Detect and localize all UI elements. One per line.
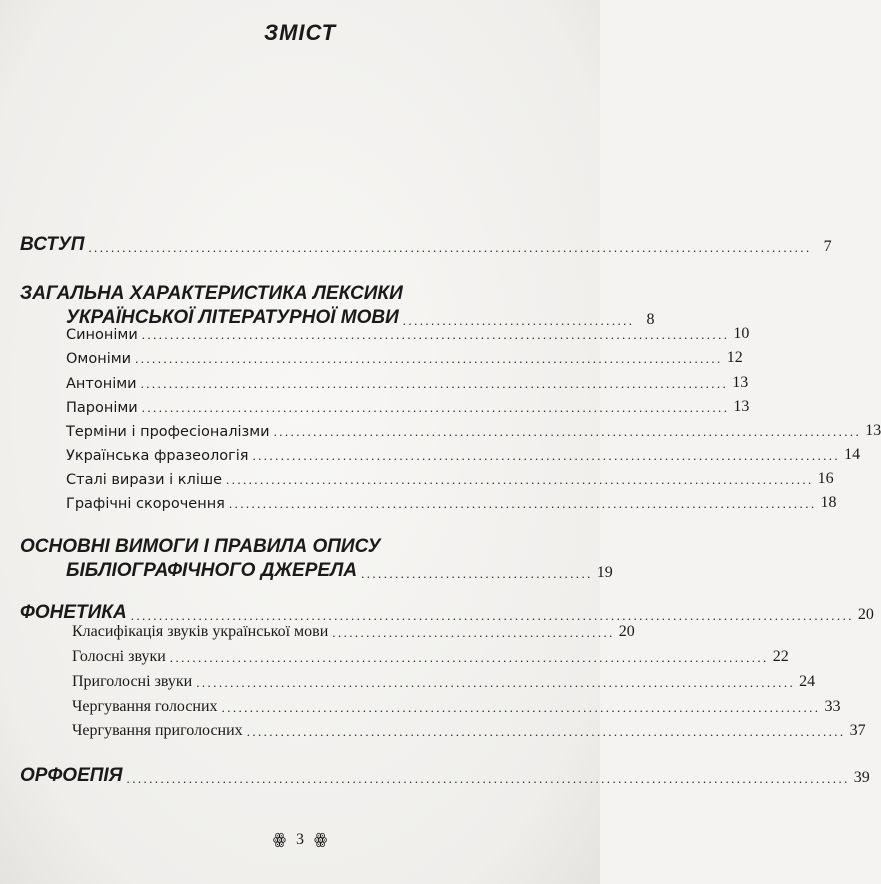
leader-dots: .......................................................................................................... <box>221 700 821 715</box>
leader-dots: ........................................................................................................ <box>273 424 862 439</box>
toc-label: Графічні скорочення <box>66 496 225 512</box>
toc-label: Пароніми <box>66 400 138 416</box>
leader-dots: .......................................................................................................... <box>196 675 796 690</box>
toc-label: УКРАЇНСЬКОЇ ЛІТЕРАТУРНОЇ МОВИ <box>66 307 399 328</box>
toc-label: ВСТУП <box>20 234 85 255</box>
leader-dots: ........................................................................................................ <box>141 400 730 415</box>
toc-entry-sub[interactable] <box>66 398 750 416</box>
toc-page-number: 13 <box>733 398 750 415</box>
leader-dots: .................................................. <box>332 625 615 640</box>
toc-label: БІБЛІОГРАФІЧНОГО ДЖЕРЕЛА <box>66 560 358 581</box>
toc-heading-lexicon-line1[interactable]: ЗАГАЛЬНА ХАРАКТЕРИСТИКА ЛЕКСИКИ <box>20 283 403 304</box>
toc-heading-bibliography-line1[interactable]: ОСНОВНІ ВИМОГИ І ПРАВИЛА ОПИСУ <box>20 536 381 557</box>
toc-label: Терміни і професіоналізми <box>66 424 270 440</box>
toc-label: Голосні звуки <box>72 648 166 665</box>
page-title: ЗМІСТ <box>263 20 337 45</box>
toc-page-number: 19 <box>596 564 613 581</box>
toc-page-number: 37 <box>849 722 866 739</box>
toc-label: Сталі вирази і кліше <box>66 472 223 488</box>
toc-page-number: 22 <box>772 648 789 665</box>
toc-label: Антоніми <box>66 376 137 392</box>
leader-dots: .......................................................................................................... <box>246 724 846 739</box>
toc-entry-sub[interactable] <box>66 374 749 392</box>
toc-label: ОРФОЕПІЯ <box>20 765 123 786</box>
toc-entry-sub[interactable] <box>72 698 841 716</box>
toc-entry-sub[interactable] <box>66 446 861 464</box>
ornament-left-icon: ꙮ <box>272 832 286 848</box>
toc-label: Класифікація звуків української мови <box>72 623 329 640</box>
toc-entry-sub[interactable] <box>66 470 834 488</box>
toc-entry-sub[interactable] <box>72 623 635 641</box>
leader-dots: ........................................................................................................ <box>226 472 814 487</box>
toc-entry-sub[interactable] <box>72 673 816 691</box>
leader-dots: ......................................... <box>402 313 635 328</box>
toc-page-number: 20 <box>857 606 874 623</box>
toc-page-number: 8 <box>646 311 655 328</box>
toc-label: Омоніми <box>66 351 132 367</box>
toc-page-number: 33 <box>824 698 841 715</box>
toc-page-number: 10 <box>733 325 750 342</box>
leader-dots: .......................................................................................................... <box>169 650 769 665</box>
ornament-right-icon: ꙮ <box>314 832 328 848</box>
toc-page-number: 13 <box>732 374 749 391</box>
toc-page-number: 24 <box>799 673 816 690</box>
toc-entry-phonetics[interactable] <box>20 602 874 624</box>
toc-label: Синоніми <box>66 327 138 343</box>
leader-dots: ................................................................................................................................ <box>130 608 854 623</box>
leader-dots: ........................................................................................................ <box>135 351 723 366</box>
toc-page-number: 18 <box>820 494 837 511</box>
toc-entry-sub[interactable] <box>72 648 789 666</box>
leader-dots: ................................................................................................................................ <box>88 240 812 255</box>
toc-entry-sub[interactable] <box>66 349 743 367</box>
toc-entry-sub[interactable] <box>72 722 866 740</box>
toc-label: Чергування приголосних <box>72 722 243 739</box>
toc-label: Українська фразеологія <box>66 448 249 464</box>
toc-page-number: 12 <box>726 349 743 366</box>
toc-entry-sub[interactable] <box>66 494 837 512</box>
toc-page-number: 39 <box>853 769 870 786</box>
toc-page-number: 20 <box>618 623 635 640</box>
toc-page-number: 16 <box>817 470 834 487</box>
toc-label: Чергування голосних <box>72 698 218 715</box>
leader-dots: ........................................................................................................ <box>252 448 841 463</box>
toc-entry-orthoepy[interactable] <box>20 765 870 787</box>
page-footer <box>0 830 600 849</box>
toc-page-number: 14 <box>844 446 861 463</box>
toc-label: Приголосні звуки <box>72 673 193 690</box>
leader-dots: ........................................................................................................ <box>141 327 730 342</box>
toc-label: ФОНЕТИКА <box>20 602 127 623</box>
leader-dots: ........................................................................................................ <box>228 496 817 511</box>
toc-entry-sub[interactable] <box>66 422 881 440</box>
leader-dots: ........................................................................................................ <box>140 376 729 391</box>
toc-page-number: 7 <box>823 238 832 255</box>
toc-entry-sub[interactable] <box>66 325 750 343</box>
toc-page-number: 13 <box>865 422 881 439</box>
leader-dots: ................................................................................................................................ <box>126 771 850 786</box>
toc-entry-bibliography[interactable] <box>66 560 613 582</box>
footer-page-number: 3 <box>296 831 304 848</box>
leader-dots: ......................................... <box>361 566 593 581</box>
toc-entry-intro[interactable] <box>20 234 832 256</box>
